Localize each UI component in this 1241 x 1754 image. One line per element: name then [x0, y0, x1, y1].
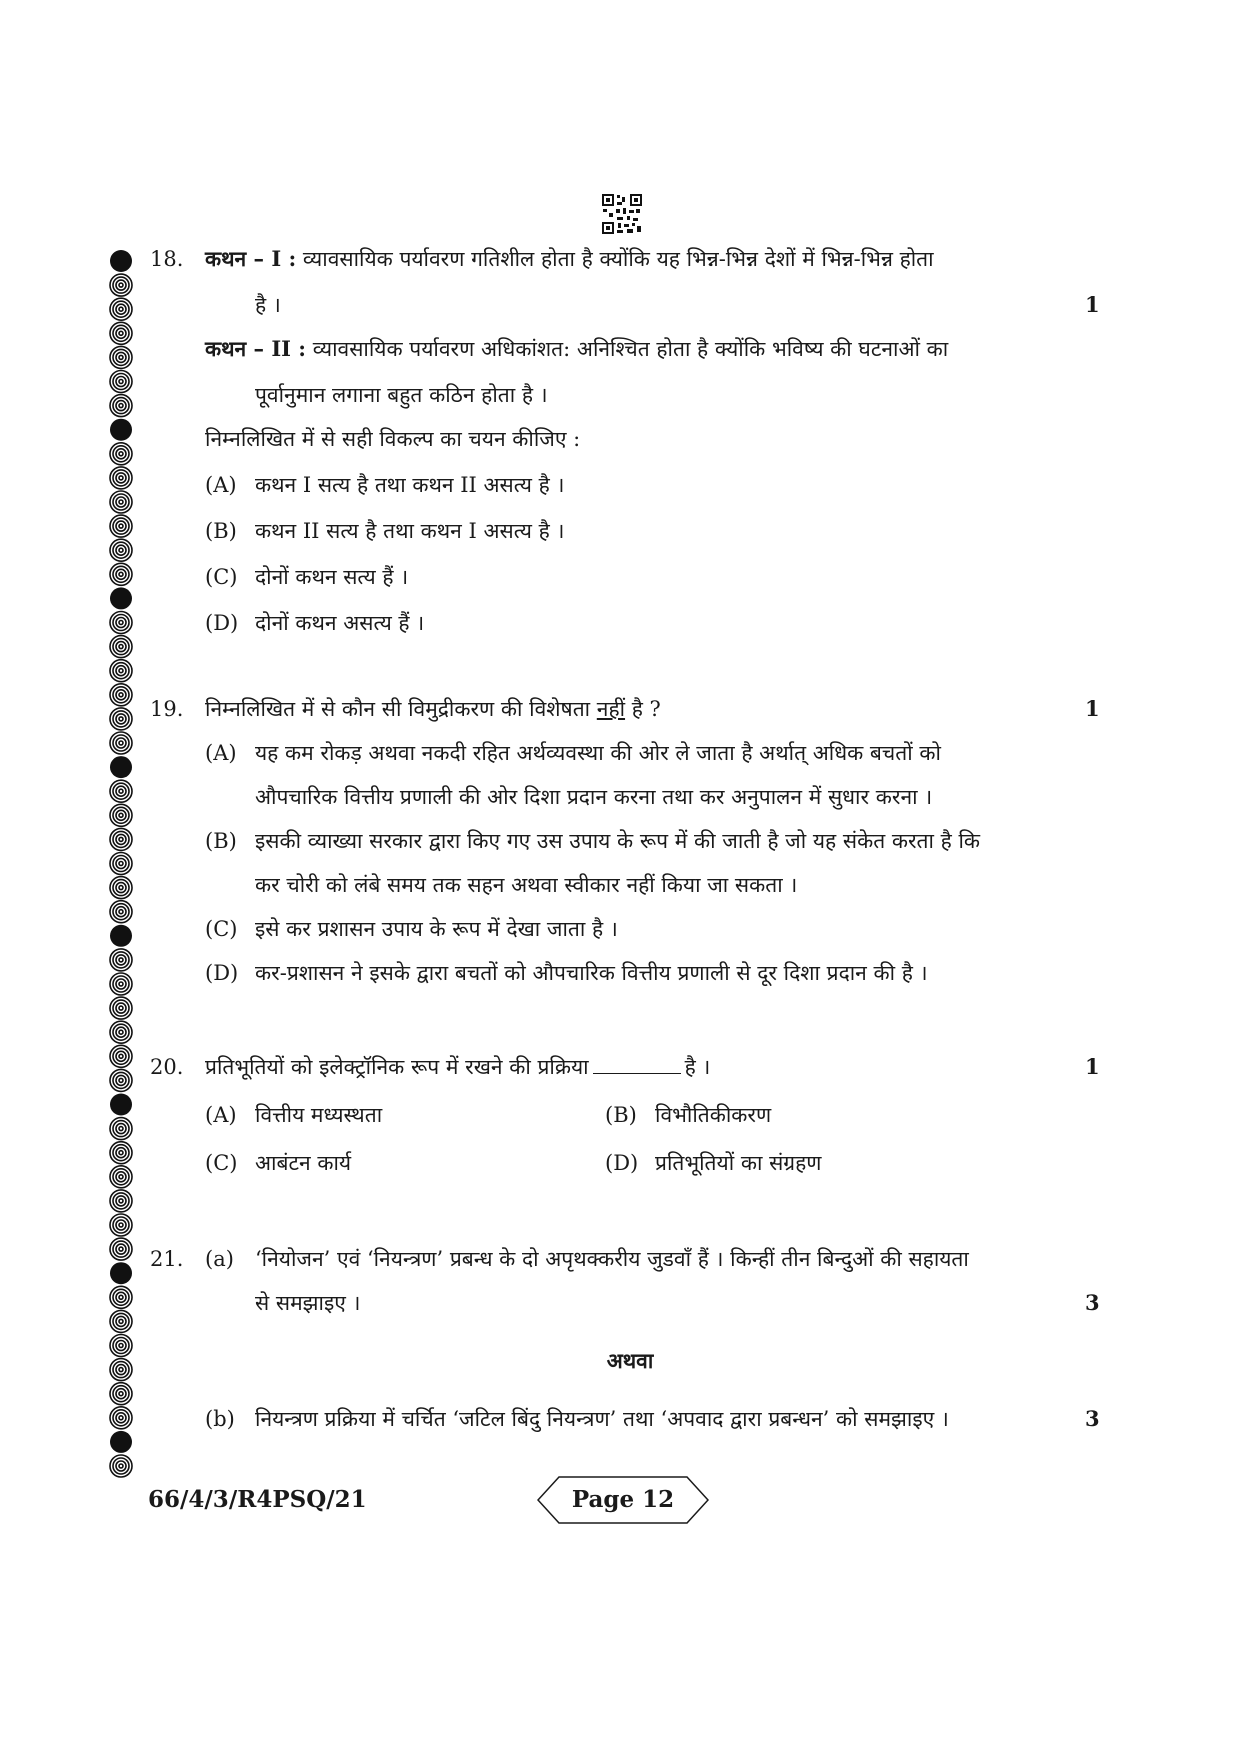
or-separator: अथवा — [606, 1348, 654, 1373]
page-number: Page 12 — [571, 1486, 675, 1513]
option-text: विभौतिकीकरण — [655, 1103, 772, 1127]
concentric-circle-mark — [110, 780, 132, 802]
option-letter: (D) — [205, 611, 239, 635]
concentric-circle-mark — [110, 346, 132, 368]
concentric-circle-mark — [110, 371, 132, 393]
part-b-text: नियन्त्रण प्रक्रिया में चर्चित ‘जटिल बिंदु नियन्त्रण’ तथा ‘अपवाद द्वारा प्रबन्धन’ को समझाइए । — [255, 1407, 949, 1431]
option-letter: (D) — [605, 1151, 639, 1175]
option-letter: (A) — [205, 741, 237, 765]
concentric-circle-mark — [110, 612, 132, 634]
concentric-circle-mark — [110, 877, 132, 899]
concentric-circle-mark — [110, 901, 132, 923]
option-letter: (B) — [205, 519, 237, 543]
option-text: दोनों कथन सत्य हैं । — [255, 565, 409, 589]
option-letter: (A) — [205, 1103, 237, 1127]
part-label: (b) — [205, 1407, 235, 1431]
concentric-circle-mark — [110, 1238, 132, 1260]
option-text: कथन II सत्य है तथा कथन I असत्य है । — [255, 519, 565, 543]
solid-circle-mark — [110, 419, 132, 441]
marks: 1 — [1085, 292, 1100, 317]
concentric-circle-mark — [110, 563, 132, 585]
option-text-line-1: यह कम रोकड़ अथवा नकदी रहित अर्थव्यवस्था की ओर ले जाता है अर्थात् अधिक बचतों को — [255, 741, 941, 765]
concentric-circle-mark — [110, 1142, 132, 1164]
concentric-circle-mark — [110, 1214, 132, 1236]
paper-code: 66/4/3/R4PSQ/21 — [148, 1486, 367, 1513]
option-letter: (B) — [205, 829, 237, 853]
marks: 3 — [1085, 1406, 1100, 1431]
concentric-circle-mark — [110, 467, 132, 489]
concentric-circle-mark — [110, 322, 132, 344]
concentric-circle-mark — [110, 949, 132, 971]
option-text-line-2: कर चोरी को लंबे समय तक सहन अथवा स्वीकार नहीं किया जा सकता । — [255, 873, 798, 897]
marks: 3 — [1085, 1290, 1100, 1315]
solid-circle-mark — [110, 756, 132, 778]
option-text: दोनों कथन असत्य हैं । — [255, 611, 425, 635]
solid-circle-mark — [110, 250, 132, 272]
stem-text-end: है । — [684, 1055, 711, 1079]
solid-circle-mark — [110, 1262, 132, 1284]
option-letter: (B) — [605, 1103, 637, 1127]
solid-circle-mark — [110, 925, 132, 947]
option-text: वित्तीय मध्यस्थता — [255, 1103, 383, 1127]
concentric-circle-mark — [110, 1021, 132, 1043]
stem-text-end: है ? — [631, 697, 661, 721]
question-number: 21. — [150, 1247, 184, 1271]
concentric-circle-mark — [110, 973, 132, 995]
instruction: निम्नलिखित में से सही विकल्प का चयन कीजिए : — [205, 427, 581, 451]
option-text-line-1: इसकी व्याख्या सरकार द्वारा किए गए उस उपाय के रूप में की जाती है जो यह संकेत करता है कि — [255, 829, 981, 853]
statement-1-label: कथन – I : — [205, 246, 297, 271]
question-number: 18. — [150, 247, 184, 271]
solid-circle-mark — [110, 587, 132, 609]
concentric-circle-mark — [110, 1069, 132, 1091]
concentric-circle-mark — [110, 684, 132, 706]
option-letter: (C) — [205, 917, 238, 941]
concentric-circle-mark — [110, 660, 132, 682]
question-stem — [205, 1052, 710, 1082]
statement-1-line-2: है । — [255, 293, 281, 317]
marks: 1 — [1085, 1054, 1100, 1079]
concentric-circle-mark — [110, 491, 132, 513]
concentric-circle-mark — [110, 636, 132, 658]
part-label: (a) — [205, 1247, 234, 1271]
question-number: 19. — [150, 697, 184, 721]
part-a-line-1: ‘नियोजन’ एवं ‘नियन्त्रण’ प्रबन्ध के दो अपृथक्करीय जुडवाँ हैं । किन्हीं तीन बिन्दुओं की सहायता — [255, 1247, 969, 1271]
concentric-circle-mark — [110, 1455, 132, 1477]
option-text-line-2: औपचारिक वित्तीय प्रणाली की ओर दिशा प्रदान करना तथा कर अनुपालन में सुधार करना । — [255, 785, 933, 809]
fill-in-blank — [593, 1055, 681, 1074]
concentric-circle-mark — [110, 828, 132, 850]
option-text-line-1: इसे कर प्रशासन उपाय के रूप में देखा जाता है । — [255, 917, 618, 941]
solid-circle-mark — [110, 1431, 132, 1453]
option-text: आबंटन कार्य — [255, 1151, 352, 1175]
option-text: प्रतिभूतियों का संग्रहण — [655, 1151, 822, 1175]
option-letter: (C) — [205, 565, 238, 589]
statement-2-label: कथन – II : — [205, 336, 307, 361]
concentric-circle-mark — [110, 515, 132, 537]
option-text: कथन I सत्य है तथा कथन II असत्य है । — [255, 473, 565, 497]
concentric-circle-mark — [110, 1118, 132, 1140]
stem-text: प्रतिभूतियों को इलेक्ट्रॉनिक रूप में रखने की प्रक्रिया — [205, 1055, 589, 1079]
statement-2-line-1 — [205, 334, 1085, 364]
statement-1-line-1 — [205, 244, 1085, 274]
concentric-circle-mark — [110, 853, 132, 875]
concentric-circle-mark — [110, 1286, 132, 1308]
concentric-circle-mark — [110, 1359, 132, 1381]
option-letter: (D) — [205, 961, 239, 985]
margin-circle-strip — [108, 248, 134, 1488]
page-number-badge — [537, 1476, 709, 1524]
concentric-circle-mark — [110, 298, 132, 320]
marks: 1 — [1085, 696, 1100, 721]
concentric-circle-mark — [110, 804, 132, 826]
statement-1-text: व्यावसायिक पर्यावरण गतिशील होता है क्योंकि यह भिन्न-भिन्न देशों में भिन्न-भिन्न होता — [302, 247, 934, 271]
concentric-circle-mark — [110, 1166, 132, 1188]
concentric-circle-mark — [110, 274, 132, 296]
concentric-circle-mark — [110, 1045, 132, 1067]
concentric-circle-mark — [110, 539, 132, 561]
stem-text: निम्नलिखित में से कौन सी विमुद्रीकरण की विशेषता — [205, 697, 591, 721]
statement-2-line-2: पूर्वानुमान लगाना बहुत कठिन होता है । — [255, 383, 548, 407]
option-text-line-1: कर-प्रशासन ने इसके द्वारा बचतों को औपचारिक वित्तीय प्रणाली से दूर दिशा प्रदान की है । — [255, 961, 928, 985]
concentric-circle-mark — [110, 1407, 132, 1429]
question-number: 20. — [150, 1055, 184, 1079]
option-letter: (A) — [205, 473, 237, 497]
question-stem — [205, 694, 1075, 724]
qr-code — [601, 193, 643, 235]
stem-underlined-word: नहीं — [596, 697, 626, 721]
concentric-circle-mark — [110, 732, 132, 754]
solid-circle-mark — [110, 1094, 132, 1116]
concentric-circle-mark — [110, 443, 132, 465]
concentric-circle-mark — [110, 395, 132, 417]
concentric-circle-mark — [110, 1190, 132, 1212]
concentric-circle-mark — [110, 1383, 132, 1405]
concentric-circle-mark — [110, 997, 132, 1019]
concentric-circle-mark — [110, 1310, 132, 1332]
part-a-line-2: से समझाइए । — [255, 1291, 361, 1315]
option-letter: (C) — [205, 1151, 238, 1175]
concentric-circle-mark — [110, 708, 132, 730]
concentric-circle-mark — [110, 1335, 132, 1357]
statement-2-text: व्यावसायिक पर्यावरण अधिकांशत: अनिश्चित होता है क्योंकि भविष्य की घटनाओं का — [312, 337, 949, 361]
